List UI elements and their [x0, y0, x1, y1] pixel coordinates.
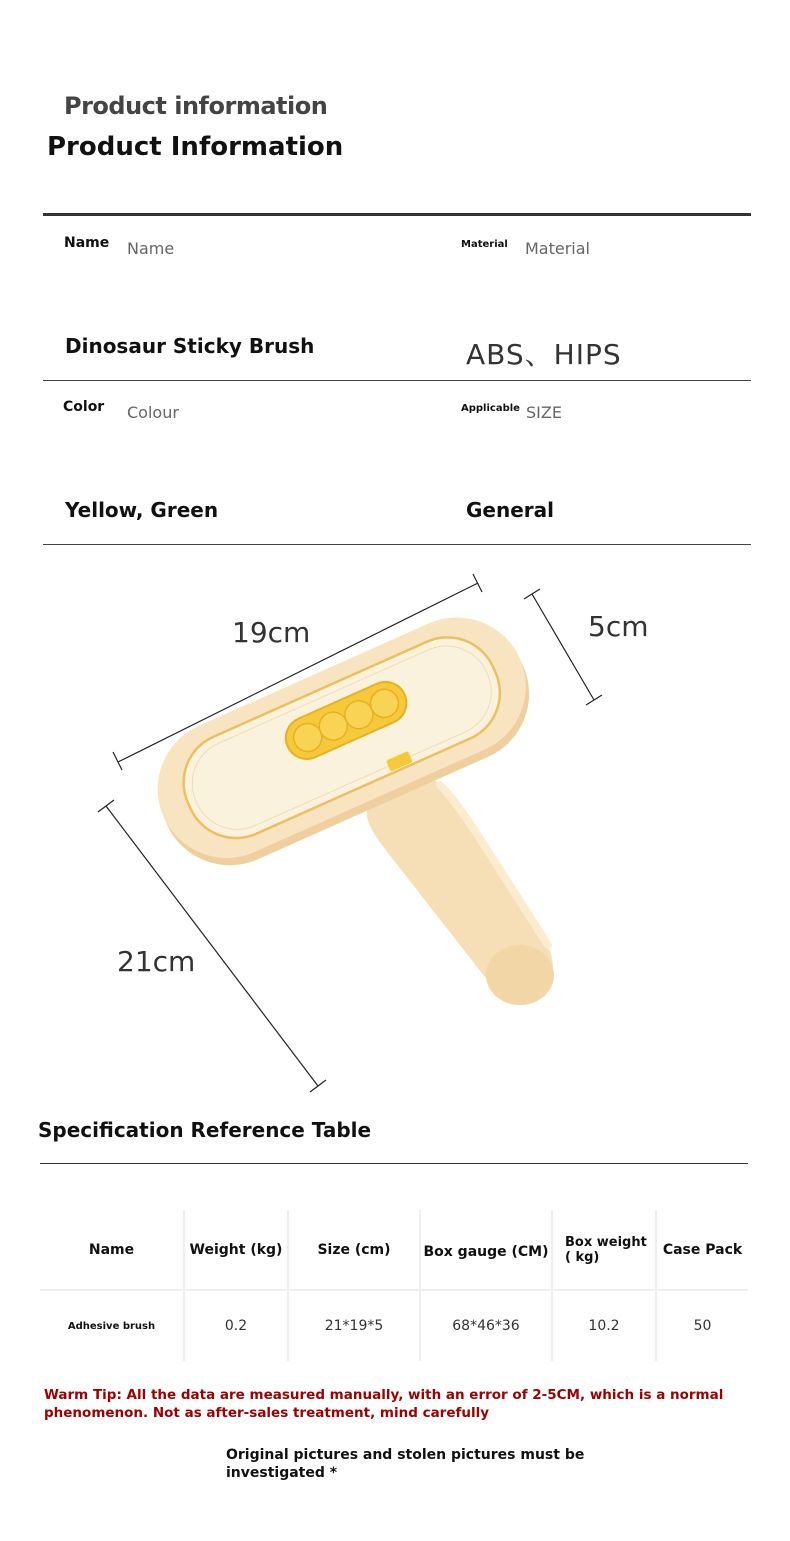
spec-table [40, 1210, 748, 1361]
table-cell: Adhesive brush [40, 1290, 184, 1361]
name-sub-label: Name [127, 239, 175, 258]
name-label: Name [64, 235, 110, 251]
column-header: Weight (kg) [184, 1210, 288, 1290]
applicable-sub-label: SIZE [526, 403, 562, 422]
column-header: Box gauge (CM) [420, 1210, 552, 1290]
material-value: ABS、HIPS [466, 338, 622, 371]
table-cell: 21*19*5 [288, 1290, 420, 1361]
divider [43, 213, 751, 216]
page-title: Product Information [47, 132, 344, 162]
color-sub-label: Colour [127, 403, 179, 422]
table-header-row [40, 1210, 748, 1290]
material-label: Material [461, 239, 508, 250]
table-cell: 68*46*36 [420, 1290, 552, 1361]
color-value: Yellow, Green [65, 498, 219, 522]
spec-table-title: Specification Reference Table [38, 1118, 372, 1142]
table-cell: 0.2 [184, 1290, 288, 1361]
applicable-label: Applicable [461, 403, 520, 414]
dimension-label-width: 5cm [588, 610, 649, 643]
product-illustration [0, 560, 790, 1100]
section-subtitle: Product information [64, 92, 328, 120]
column-header: Size (cm) [288, 1210, 420, 1290]
dimension-label-height: 21cm [117, 945, 196, 978]
brush-handle [367, 775, 554, 1005]
name-value: Dinosaur Sticky Brush [65, 334, 315, 358]
copyright-note: Original pictures and stolen pictures must be investigated * [226, 1447, 585, 1481]
brush-body [136, 595, 552, 887]
table-cell: 10.2 [552, 1290, 656, 1361]
color-label: Color [63, 399, 105, 415]
divider [40, 1163, 748, 1164]
dimension-label-length: 19cm [232, 616, 311, 649]
column-header: Box weight ( kg) [552, 1210, 656, 1290]
material-sub-label: Material [525, 239, 590, 258]
column-header: Name [40, 1210, 184, 1290]
table-row [40, 1290, 748, 1361]
column-header: Case Pack [656, 1210, 748, 1290]
dimension-line-width [524, 589, 602, 705]
warning-note: Warm Tip: All the data are measured manually, with an error of 2-5CM, which is a normal phenomenon. Not as after-sales treatment, mind carefully [44, 1387, 724, 1421]
applicable-value: General [466, 498, 554, 522]
table-cell: 50 [693, 1318, 712, 1334]
divider [43, 380, 751, 381]
divider [43, 544, 751, 545]
